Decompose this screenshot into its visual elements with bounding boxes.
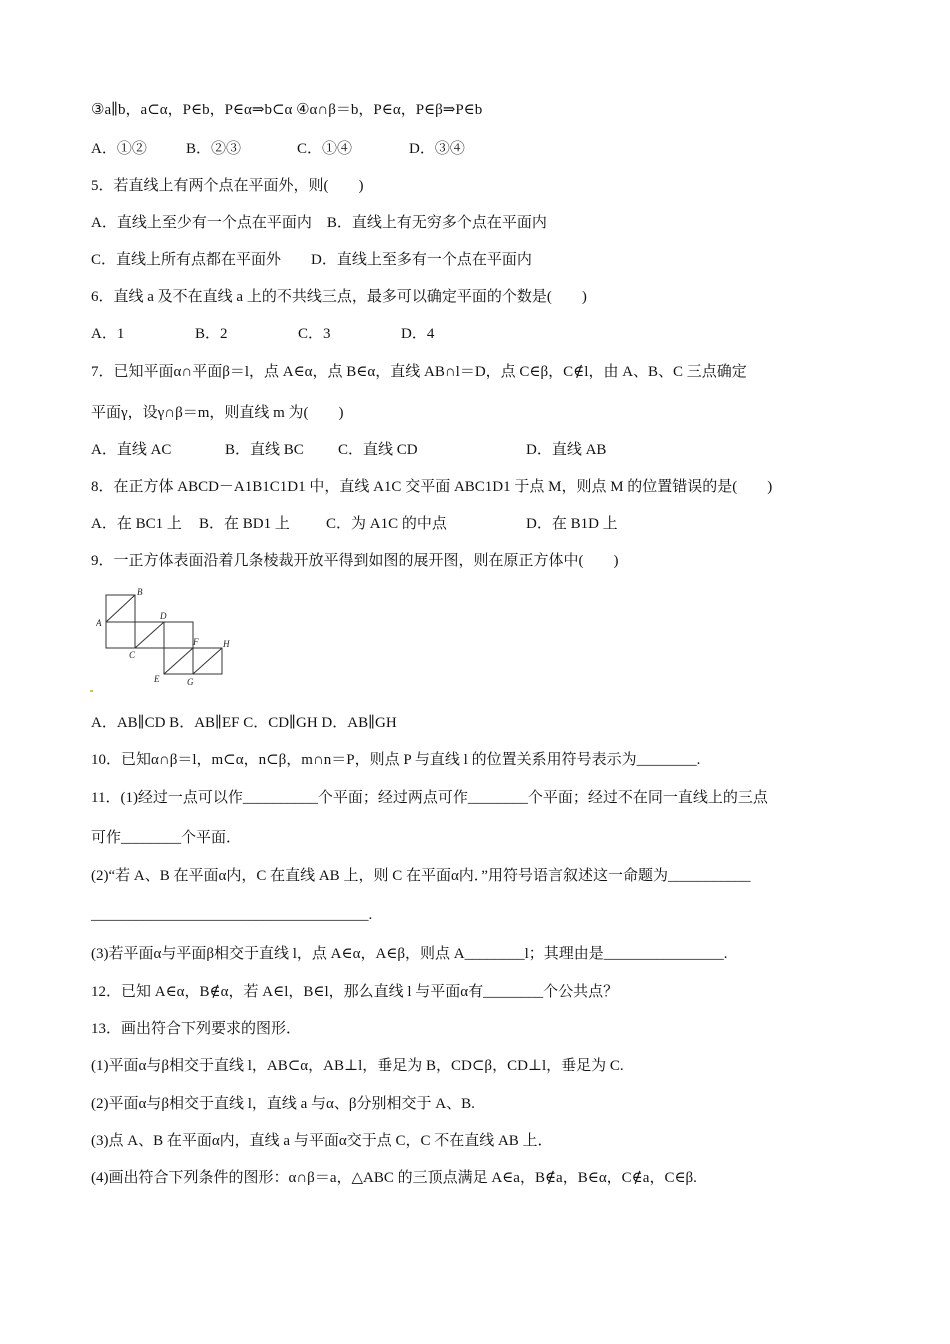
q11-part2-line1: (2)“若 A、B 在平面α内，C 在直线 AB 上，则 C 在平面α内．”用符号语言叙述这一命题为___________ — [91, 868, 751, 884]
scan-speck — [90, 690, 93, 692]
q8-option-b: B．在 BD1 上 — [199, 516, 290, 532]
q11-part1-line2: 可作________个平面． — [91, 830, 242, 846]
net-label-d: D — [160, 611, 167, 621]
q5-options-row2: C．直线上所有点都在平面外 D．直线上至多有一个点在平面内 — [91, 252, 532, 268]
net-label-c: C — [129, 650, 136, 660]
q13-part4: (4)画出符合下列条件的图形：α∩β＝a，△ABC 的三顶点满足 A∈a，B∉a，B∈α，C∉a，C∈β. — [91, 1170, 697, 1186]
q7-option-d: D．直线 AB — [526, 442, 607, 458]
q6-option-c: C．3 — [298, 326, 331, 342]
q4-option-a: A．①② — [91, 141, 147, 157]
q10-stem: 10．已知α∩β＝l，m⊂α，n⊂β，m∩n＝P，则点 P 与直线 l 的位置关系用符号表示为________. — [91, 752, 701, 768]
q13-part3: (3)点 A、B 在平面α内，直线 a 与平面α交于点 C，C 不在直线 AB 上． — [91, 1133, 553, 1149]
q7-stem-line1: 7．已知平面α∩平面β＝l，点 A∈α，点 B∈α，直线 AB∩l＝D，点 C∈β，C∉l，由 A、B、C 三点确定 — [91, 364, 747, 380]
q7-option-a: A．直线 AC — [91, 442, 172, 458]
net-label-h: H — [223, 639, 230, 649]
q6-option-d: D．4 — [401, 326, 435, 342]
q8-stem: 8．在正方体 ABCD－A1B1C1D1 中，直线 A1C 交平面 ABC1D1 于点 M，则点 M 的位置错误的是( ) — [91, 479, 773, 495]
q4-option-d: D．③④ — [409, 141, 465, 157]
net-label-a: A — [96, 618, 102, 628]
q5-stem: 5．若直线上有两个点在平面外，则( ) — [91, 178, 364, 194]
cube-net-diagram — [96, 588, 236, 692]
net-label-f: F — [193, 637, 199, 647]
q7-stem-line2: 平面γ，设γ∩β＝m，则直线 m 为( ) — [91, 405, 344, 421]
net-label-e: E — [154, 674, 160, 684]
net-label-b: B — [137, 588, 143, 597]
q13-part1: (1)平面α与β相交于直线 l，AB⊂α，AB⊥l，垂足为 B，CD⊂β，CD⊥l，垂足为 C. — [91, 1058, 624, 1074]
q9-options: A．AB∥CD B．AB∥EF C．CD∥GH D．AB∥GH — [91, 715, 397, 731]
q9-stem: 9．一正方体表面沿着几条棱裁开放平得到如图的展开图，则在原正方体中( ) — [91, 553, 619, 569]
q6-option-b: B．2 — [195, 326, 228, 342]
cube-net-figure — [96, 588, 236, 692]
q7-option-b: B．直线 BC — [225, 442, 304, 458]
q13-part2: (2)平面α与β相交于直线 l，直线 a 与α、β分别相交于 A、B. — [91, 1096, 475, 1112]
q13-stem: 13．画出符合下列要求的图形． — [91, 1021, 302, 1037]
q4-option-c: C．①④ — [297, 141, 353, 157]
q6-option-a: A．1 — [91, 326, 125, 342]
q4-option-b: B．②③ — [186, 141, 242, 157]
net-label-g: G — [187, 677, 194, 687]
q11-part3: (3)若平面α与平面β相交于直线 l，点 A∈α，A∈β，则点 A________l；其理由是________________. — [91, 946, 728, 962]
q11-part2-line2: _____________________________________. — [91, 907, 373, 923]
q5-options-row1: A．直线上至少有一个点在平面内 B．直线上有无穷多个点在平面内 — [91, 215, 547, 231]
q8-option-d: D．在 B1D 上 — [526, 516, 618, 532]
q11-part1-line1: 11．(1)经过一点可以作__________个平面；经过两点可作________个平面；经过不在同一直线上的三点 — [91, 790, 768, 806]
q8-option-a: A．在 BC1 上 — [91, 516, 182, 532]
q6-stem: 6．直线 a 及不在直线 a 上的不共线三点，最多可以确定平面的个数是( ) — [91, 289, 587, 305]
q4-statement: ③a∥b，a⊂α，P∈b，P∈α⇒b⊂α ④α∩β＝b，P∈α，P∈β⇒P∈b — [91, 102, 483, 118]
q7-option-c: C．直线 CD — [338, 442, 418, 458]
q8-option-c: C．为 A1C 的中点 — [326, 516, 447, 532]
q12-stem: 12．已知 A∈α，B∉α，若 A∈l，B∈l，那么直线 l 与平面α有________个公共点？ — [91, 984, 619, 1000]
